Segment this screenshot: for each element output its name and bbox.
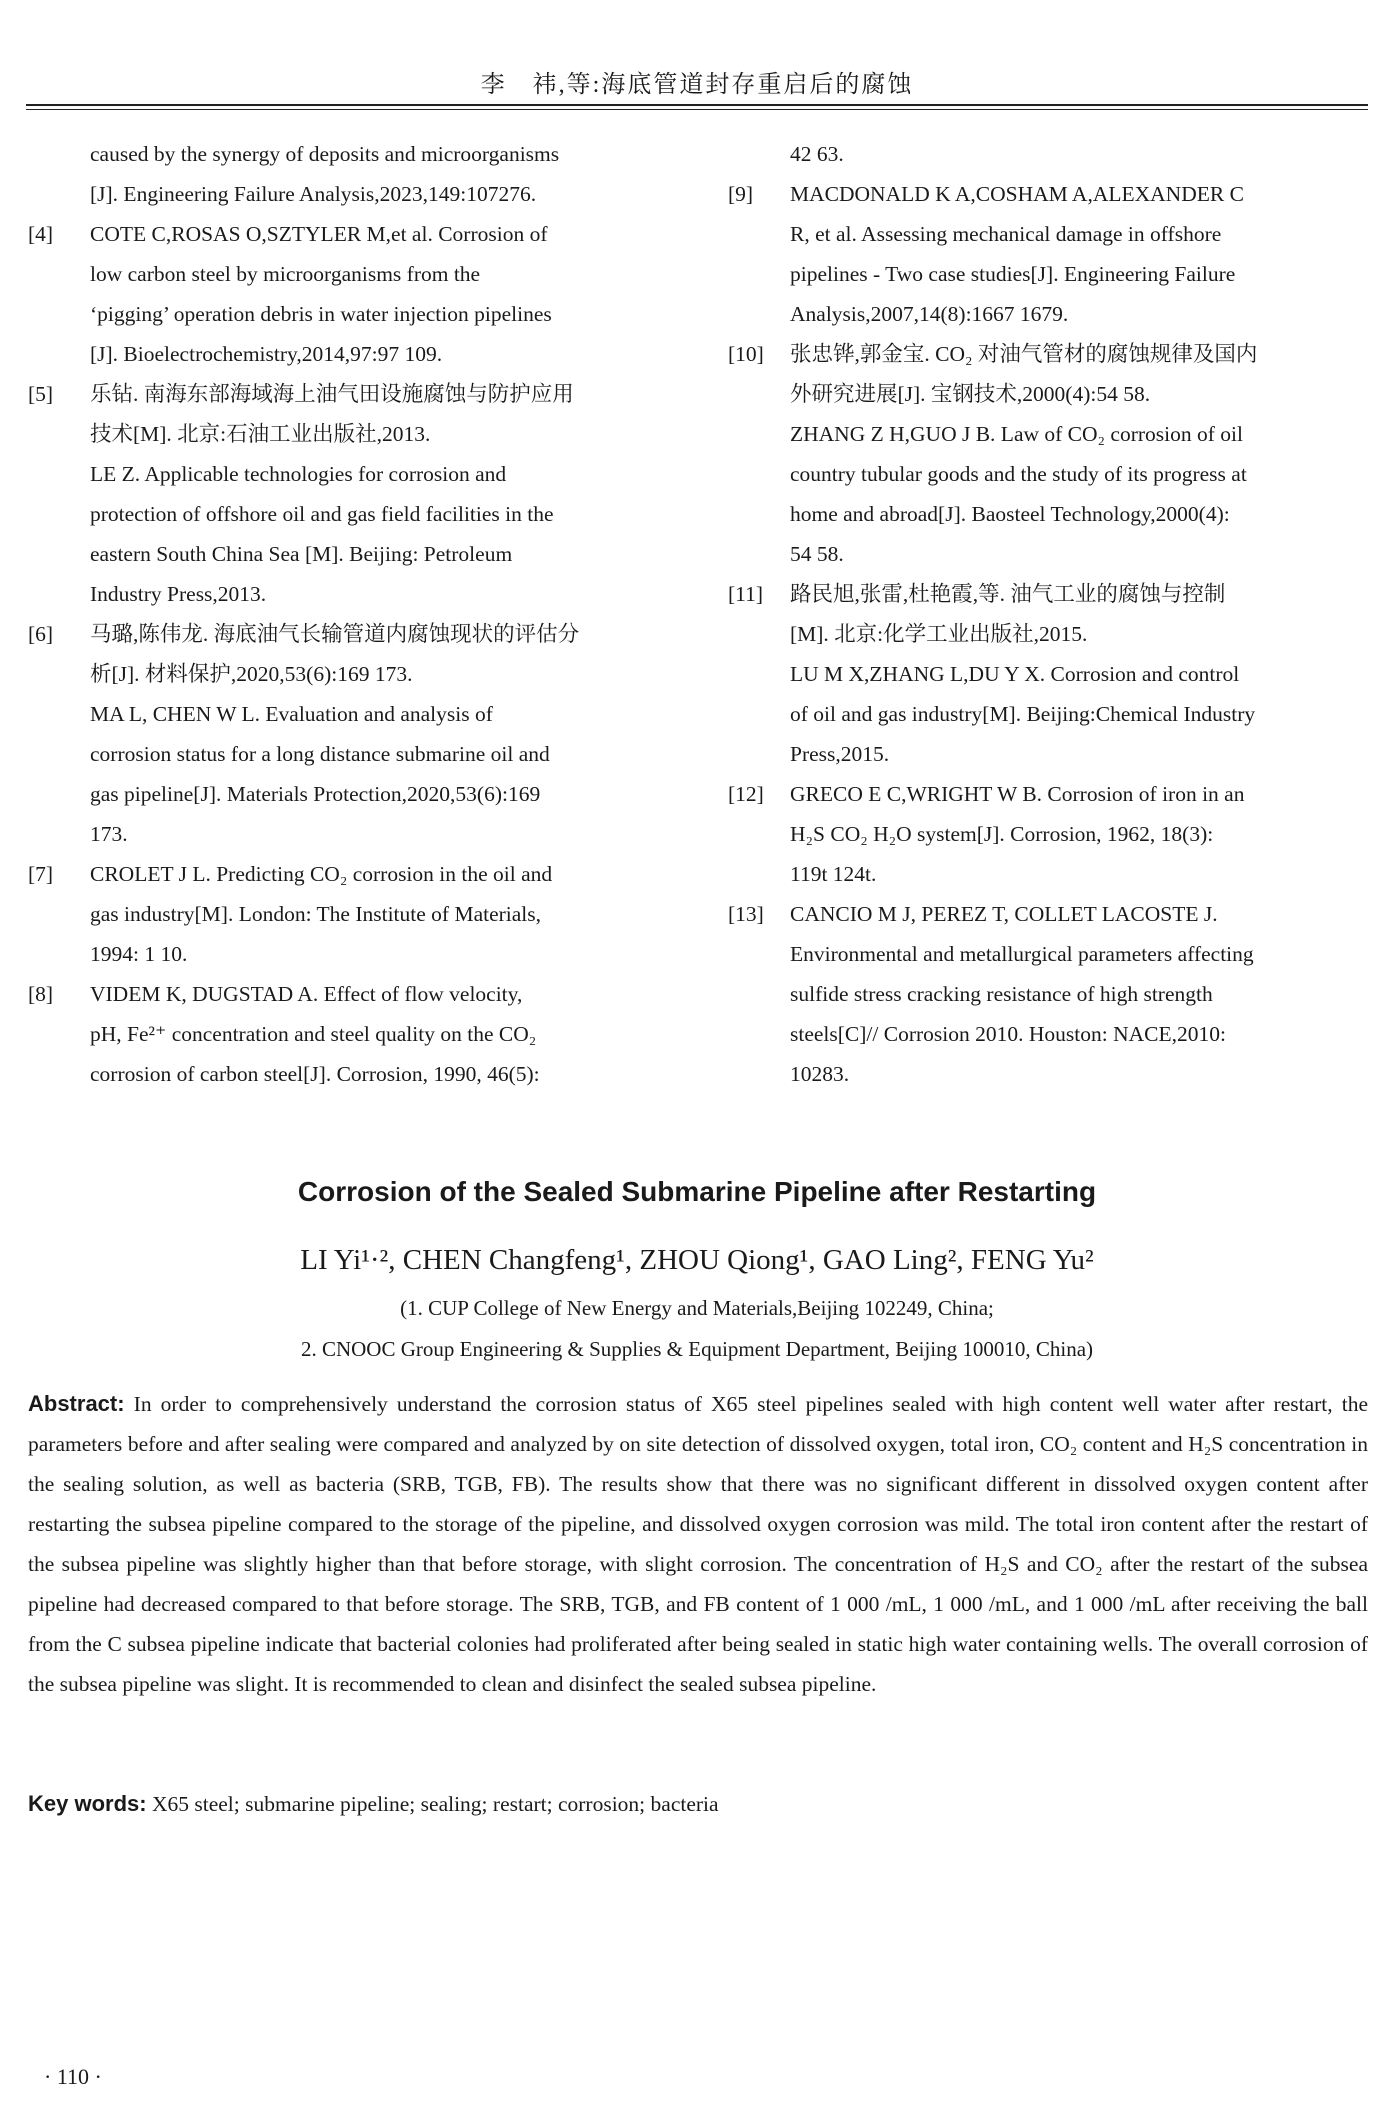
reference-line: gas industry[M]. London: The Institute of Materials, [90,902,542,926]
reference-number: [13] [728,902,764,926]
reference-line: 乐钻. 南海东部海域海上油气田设施腐蚀与防护应用 [90,382,574,406]
reference-line: 外研究进展[J]. 宝钢技术,2000(4):54 58. [790,382,1151,406]
reference-entry [728,774,1376,894]
reference-line: GRECO E C,WRIGHT W B. Corrosion of iron in an [790,782,1245,806]
reference-line: gas pipeline[J]. Materials Protection,2020,53(6):169 [90,782,541,806]
reference-line: CANCIO M J, PEREZ T, COLLET LACOSTE J. [790,902,1218,926]
reference-line: [M]. 北京:化学工业出版社,2015. [790,622,1088,646]
author-list: LI Yi¹·², CHEN Changfeng¹, ZHOU Qiong¹, GAO Ling², FENG Yu² [300,1244,1094,1276]
reference-line: 173. [90,822,128,846]
reference-number: [11] [728,582,764,606]
reference-entry [728,334,1376,574]
reference-number: [6] [28,622,54,646]
reference-entry [28,134,676,214]
reference-number: [5] [28,382,54,406]
reference-line: protection of offshore oil and gas field facilities in the [90,502,554,526]
affiliation-1: (1. CUP College of New Energy and Materials,Beijing 102249, China; [400,1296,994,1320]
abstract-label: Abstract: [28,1391,125,1416]
reference-number: [9] [728,182,754,206]
reference-line: home and abroad[J]. Baosteel Technology,2000(4): [790,502,1230,526]
reference-line: low carbon steel by microorganisms from the [90,262,481,286]
reference-line: corrosion of carbon steel[J]. Corrosion, 1990, 46(5): [90,1062,540,1086]
left-reference-column [28,134,676,1094]
reference-line: caused by the synergy of deposits and microorganisms [90,142,560,166]
reference-line: sulfide stress cracking resistance of high strength [790,982,1213,1006]
reference-line: Analysis,2007,14(8):1667 1679. [790,302,1069,326]
reference-line: LE Z. Applicable technologies for corrosion and [90,462,507,486]
right-reference-column [728,134,1376,1094]
keywords-label: Key words: [28,1791,147,1816]
abstract [28,1384,1368,1704]
reference-line: 析[J]. 材料保护,2020,53(6):169 173. [90,662,413,686]
reference-line: Industry Press,2013. [90,582,267,606]
reference-line: MACDONALD K A,COSHAM A,ALEXANDER C [790,182,1244,206]
running-header: 李 祎,等:海底管道封存重启后的腐蚀 [480,72,914,98]
affiliation-2: 2. CNOOC Group Engineering & Supplies & Equipment Department, Beijing 100010, China) [300,1337,1094,1361]
reference-line: pH, Fe²⁺ concentration and steel quality on the CO₂ [90,1022,537,1046]
reference-line: LU M X,ZHANG L,DU Y X. Corrosion and control [790,662,1240,686]
reference-line: 54 58. [790,542,844,566]
english-title: Corrosion of the Sealed Submarine Pipeline after Restarting [297,1176,1097,1207]
header-rule-thick [26,104,1368,106]
reference-line: eastern South China Sea [M]. Beijing: Petroleum [90,542,513,566]
reference-line: ZHANG Z H,GUO J B. Law of CO₂ corrosion of oil [790,422,1243,446]
reference-line: 119t 124t. [790,862,877,886]
reference-entry [728,174,1376,334]
reference-entry [728,574,1376,774]
reference-line: 路民旭,张雷,杜艳霞,等. 油气工业的腐蚀与控制 [790,582,1226,606]
reference-line: ‘pigging’ operation debris in water injection pipelines [90,302,552,326]
reference-line: 10283. [790,1062,850,1086]
reference-line: Environmental and metallurgical parameters affecting [790,942,1254,966]
page-number: · 110 · [44,2064,102,2089]
reference-line: [J]. Engineering Failure Analysis,2023,149:107276. [90,182,537,206]
reference-entry [728,134,1376,174]
reference-line: 1994: 1 10. [90,942,188,966]
reference-line: of oil and gas industry[M]. Beijing:Chemical Industry [790,702,1256,726]
reference-line: VIDEM K, DUGSTAD A. Effect of flow velocity, [90,982,523,1006]
abstract-text: In order to comprehensively understand the corrosion status of X65 steel pipelines sealed with high content well water after restart, the parameters before and after sealing were compared and analyzed by on site detection of dissolved oxygen, total iron, CO₂ content and H₂S concentration in the sealing solution, as well as bacteria (SRB, TGB, FB). The results show that there was no significant different in dissolved oxygen content after restarting the subsea pipeline compared to the storage of the pipeline, and dissolved oxygen corrosion was mild. The total iron content after the restart of the subsea pipeline was slightly higher than that before storage, with slight corrosion. The concentration of H₂S and CO₂ after the restart of the subsea pipeline had decreased compared to that before storage. The SRB, TGB, and FB content of 1 000 /mL, 1 000 /mL, and 1 000 /mL after receiving the ball from the C subsea pipeline indicate that bacterial colonies had proliferated after being sealed in static high water containing wells. The overall corrosion of the subsea pipeline was slight. It is recommended to clean and disinfect the sealed subsea pipeline. [28,1392,1369,1696]
reference-line: 42 63. [790,142,844,166]
reference-line: 张忠铧,郭金宝. CO₂ 对油气管材的腐蚀规律及国内 [790,342,1258,366]
reference-line: 技术[M]. 北京:石油工业出版社,2013. [90,422,431,446]
reference-entry [28,374,676,614]
reference-line: 马璐,陈伟龙. 海底油气长输管道内腐蚀现状的评估分 [90,622,580,646]
reference-entry [28,854,676,974]
reference-entry [28,614,676,854]
reference-line: R, et al. Assessing mechanical damage in offshore [790,222,1222,246]
reference-number: [12] [728,782,764,806]
reference-line: steels[C]// Corrosion 2010. Houston: NACE,2010: [790,1022,1226,1046]
reference-entry [28,974,676,1094]
reference-entry [728,894,1376,1094]
keywords [28,1784,1368,1824]
reference-number: [4] [28,222,54,246]
reference-line: pipelines - Two case studies[J]. Engineering Failure [790,262,1236,286]
keywords-text: X65 steel; submarine pipeline; sealing; restart; corrosion; bacteria [151,1792,719,1816]
reference-line: corrosion status for a long distance submarine oil and [90,742,550,766]
reference-line: COTE C,ROSAS O,SZTYLER M,et al. Corrosion of [90,222,548,246]
reference-line: country tubular goods and the study of its progress at [790,462,1247,486]
reference-line: Press,2015. [790,742,890,766]
reference-line: CROLET J L. Predicting CO₂ corrosion in the oil and [90,862,553,886]
reference-line: H₂S CO₂ H₂O system[J]. Corrosion, 1962, 18(3): [790,822,1214,846]
reference-entry [28,214,676,374]
header-rule-thin [26,109,1368,110]
reference-line: MA L, CHEN W L. Evaluation and analysis of [90,702,493,726]
reference-number: [7] [28,862,54,886]
reference-line: [J]. Bioelectrochemistry,2014,97:97 109. [90,342,443,366]
reference-number: [10] [728,342,764,366]
reference-number: [8] [28,982,54,1006]
